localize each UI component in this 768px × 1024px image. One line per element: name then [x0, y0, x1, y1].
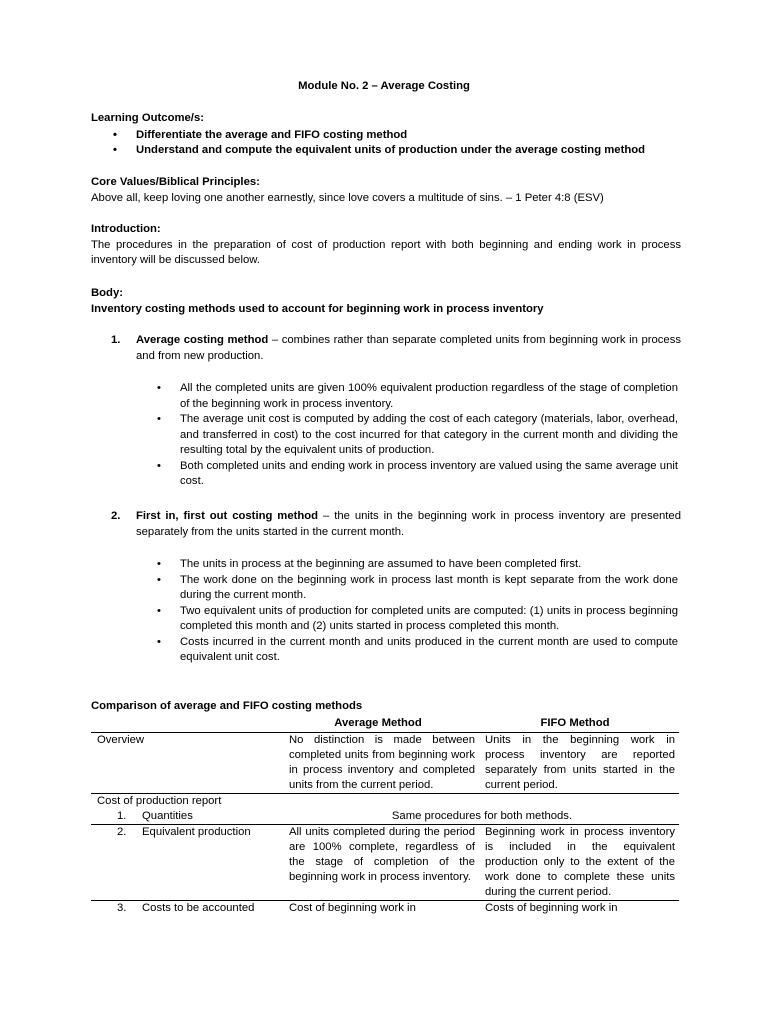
cell-both-methods: Same procedures for both methods. — [391, 810, 573, 822]
cell-fifo: Units in the beginning work in process inventory are reported separately from units started in the current period. — [479, 733, 679, 794]
list-item: • Two equivalent units of production for completed units are computed: (1) units in process beginning completed this month and (2) units started in process completed this month. — [135, 604, 678, 635]
cell-average: No distinction is made between completed units from beginning work in process inventory and completed units from the current period. — [283, 733, 479, 794]
list-item: • Differentiate the average and FIFO costing method — [91, 128, 681, 144]
cell-average: Cost of beginning work in — [283, 901, 479, 917]
learning-outcomes-heading: Learning Outcome/s: — [91, 112, 204, 124]
method-number: 1. — [111, 334, 121, 346]
core-values-section — [91, 175, 681, 206]
step-number: 3. — [117, 902, 127, 914]
core-values-text: Above all, keep loving one another earnestly, since love covers a multitude of sins. – 1 Peter 4:8 (ESV) — [91, 191, 604, 204]
step-label: Equivalent production — [142, 826, 251, 838]
method-number: 2. — [111, 510, 121, 522]
body-heading: Body: — [91, 287, 124, 299]
list-item: • Both completed units and ending work in process inventory are valued using the same average unit cost. — [135, 459, 678, 490]
cell-fifo: Costs of beginning work in — [479, 901, 679, 917]
step-number: 1. — [117, 810, 127, 822]
method-fifo-bullets — [135, 557, 678, 666]
row-label: Overview — [91, 733, 283, 794]
learning-outcomes-section — [91, 111, 681, 159]
method-average-bullets — [135, 381, 678, 490]
step-label: Quantities — [142, 810, 193, 822]
row-label: Cost of production report — [91, 794, 283, 810]
body-section — [91, 286, 681, 317]
table-row — [91, 809, 679, 825]
row-label — [91, 809, 283, 825]
list-item: • The units in process at the beginning are assumed to have been completed first. — [135, 557, 678, 573]
table-row — [91, 794, 679, 810]
learning-outcomes-list — [91, 128, 681, 159]
method-fifo — [91, 509, 681, 540]
method-description: – combines rather than separate completed units from beginning work in process and from new production. — [136, 334, 681, 362]
method-average — [91, 333, 681, 364]
step-label: Costs to be accounted — [142, 902, 255, 914]
list-item: • The work done on the beginning work in process last month is kept separate from the work done during the current month. — [135, 573, 678, 604]
column-header-average: Average Method — [334, 717, 422, 729]
cell-average: All units completed during the period are 100% complete, regardless of the stage of completion of the beginning work in process inventory. — [283, 825, 479, 901]
method-description: – the units in the beginning work in process inventory are presented separately from the units started in the current month. — [136, 510, 682, 538]
core-values-heading: Core Values/Biblical Principles: — [91, 176, 260, 188]
list-item: • Understand and compute the equivalent units of production under the average costing method — [91, 143, 681, 159]
table-row — [91, 901, 679, 917]
introduction-text: The procedures in the preparation of cost of production report with both beginning and ending work in process inventory will be discussed below. — [91, 238, 681, 266]
introduction-heading: Introduction: — [91, 223, 161, 235]
column-header-fifo: FIFO Method — [540, 717, 610, 729]
cell-fifo: Beginning work in process inventory is included in the equivalent production only to the extent of the work done to complete these units during the current period. — [479, 825, 679, 901]
method-name: First in, first out costing method — [136, 510, 319, 522]
method-name: Average costing method — [136, 334, 269, 346]
body-subheading: Inventory costing methods used to account for beginning work in process inventory — [91, 302, 544, 315]
comparison-table — [91, 732, 679, 916]
list-item: • The average unit cost is computed by adding the cost of each category (materials, labor, overhead, and transferred in cost) to the cost incurred for that category in the current month and dividing the resulting total by the equivalent units of production. — [135, 412, 678, 459]
row-label — [91, 901, 283, 917]
table-row — [91, 733, 679, 794]
list-item: • All the completed units are given 100% equivalent production regardless of the stage of completion of the beginning work in process inventory. — [135, 381, 678, 412]
step-number: 2. — [117, 826, 127, 838]
page-title: Module No. 2 – Average Costing — [298, 80, 470, 92]
introduction-section — [91, 222, 681, 269]
table-row — [91, 825, 679, 901]
list-item: • Costs incurred in the current month and units produced in the current month are used to compute equivalent unit cost. — [135, 635, 678, 666]
row-label — [91, 825, 283, 901]
comparison-title: Comparison of average and FIFO costing methods — [91, 700, 363, 712]
